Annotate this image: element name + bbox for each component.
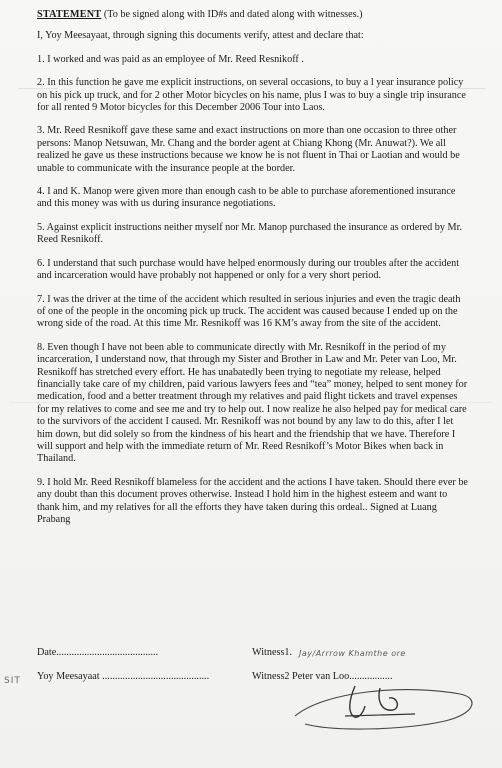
signature-row-1 — [37, 647, 471, 671]
intro-paragraph: I, Yoy Meesayaat, through signing this documents verify, attest and declare that: — [37, 30, 364, 42]
handwritten-signature — [285, 676, 485, 736]
witness1-handwriting: Jay/Arrrow Khamthe ore — [299, 649, 406, 658]
paragraph-2: 2. In this function he gave me explicit instructions, on several occasions, to buy a l year insurance policy on his pick up truck, and for 2 other Motor bicycles on his name, plus I was to buy a single trip insurance for all rented 9 Motor bicycles for this December 2006 Tour into Laos. — [37, 77, 466, 114]
paragraph-4: 4. I and K. Manop were given more than enough cash to be able to purchase aforementioned insurance and this money was with us during insurance negotiations. — [37, 186, 456, 210]
margin-handwriting: SIT — [4, 676, 21, 686]
paragraph-5: 5. Against explicit instructions neither myself nor Mr. Manop purchased the insurance as ordered by Mr. Reed Resnikoff. — [37, 221, 462, 246]
paragraph-1: 1. I worked and was paid as an employee of Mr. Reed Resnikoff . — [37, 53, 304, 65]
paragraph-7: 7. I was the driver at the time of the accident which resulted in serious injuries and even the tragic death of one of the people in the oncoming pick up truck. The accident was caused because I ended up on the wrong side of the road. At this time Mr. Resnikoff was 16 KM’s away from the site of the accident. — [37, 293, 461, 330]
paragraph-3: 3. Mr. Reed Resnikoff gave these same and exact instructions on more than one occasion to three other persons: Manop Netsuwan, Mr. Chang and the border agent at Chiang Khong (Mr. Anuwat?). We all realized he gave us these instructions because we know he is not fluent in Thai or Laotian and would be unable to communicate with the insurance people at the border. — [37, 125, 460, 174]
statement-header — [37, 9, 471, 21]
paragraph-9: 9. I hold Mr. Reed Resnikoff blameless for the accident and the actions I have taken. Should there ever be any doubt than this document proves otherwise. Instead I hold him in the highest esteem and want to thank him, and my relatives for all the efforts they have taken during this ordeal.. Signed at Luang Prabang — [37, 476, 468, 525]
paragraph-8: 8. Even though I have not been able to communicate directly with Mr. Resnikoff in the period of my incarceration, I understand now, that through my Sister and Brother in Law and Mr. Peter van Loo, Mr. Resnikoff has stretched every effort. He has unabatedly been trying to negotiate my release, helped financially take care of my children, paid various lawyers fees and “tea” money, helped to sent money for medication, food and a better treatment through my relatives and paid flight tickets and travel expenses for my relatives to come and see me and try to help out. I now realize he also helped pay for medical care to the survivors of the accident I caused. Mr. Resnikoff was not bound by any law to do this, after I let him down, but did solely so from the kindness of his heart and the friendship that we have. Therefore I will support and help with the immediate return of Mr. Reed Resnikoff’s Motor Bikes when back in Thailand. — [37, 341, 468, 465]
statement-title: STATEMENT — [37, 9, 102, 20]
statement-title-note: (To be signed along with ID#s and dated along with witnesses.) — [101, 9, 363, 20]
name-line: Yoy Meesayaat .......................................... — [37, 671, 210, 682]
witness1-line: Witness1. — [252, 647, 293, 658]
statement-body — [37, 9, 471, 537]
date-line: Date........................................ — [37, 647, 159, 658]
paragraph-6: 6. I understand that such purchase would have helped enormously during our troubles after the accident and incarceration would have probably not happened or only for a very short period. — [37, 257, 460, 282]
witness2-line: Witness2 Peter van Loo................. — [252, 671, 393, 682]
